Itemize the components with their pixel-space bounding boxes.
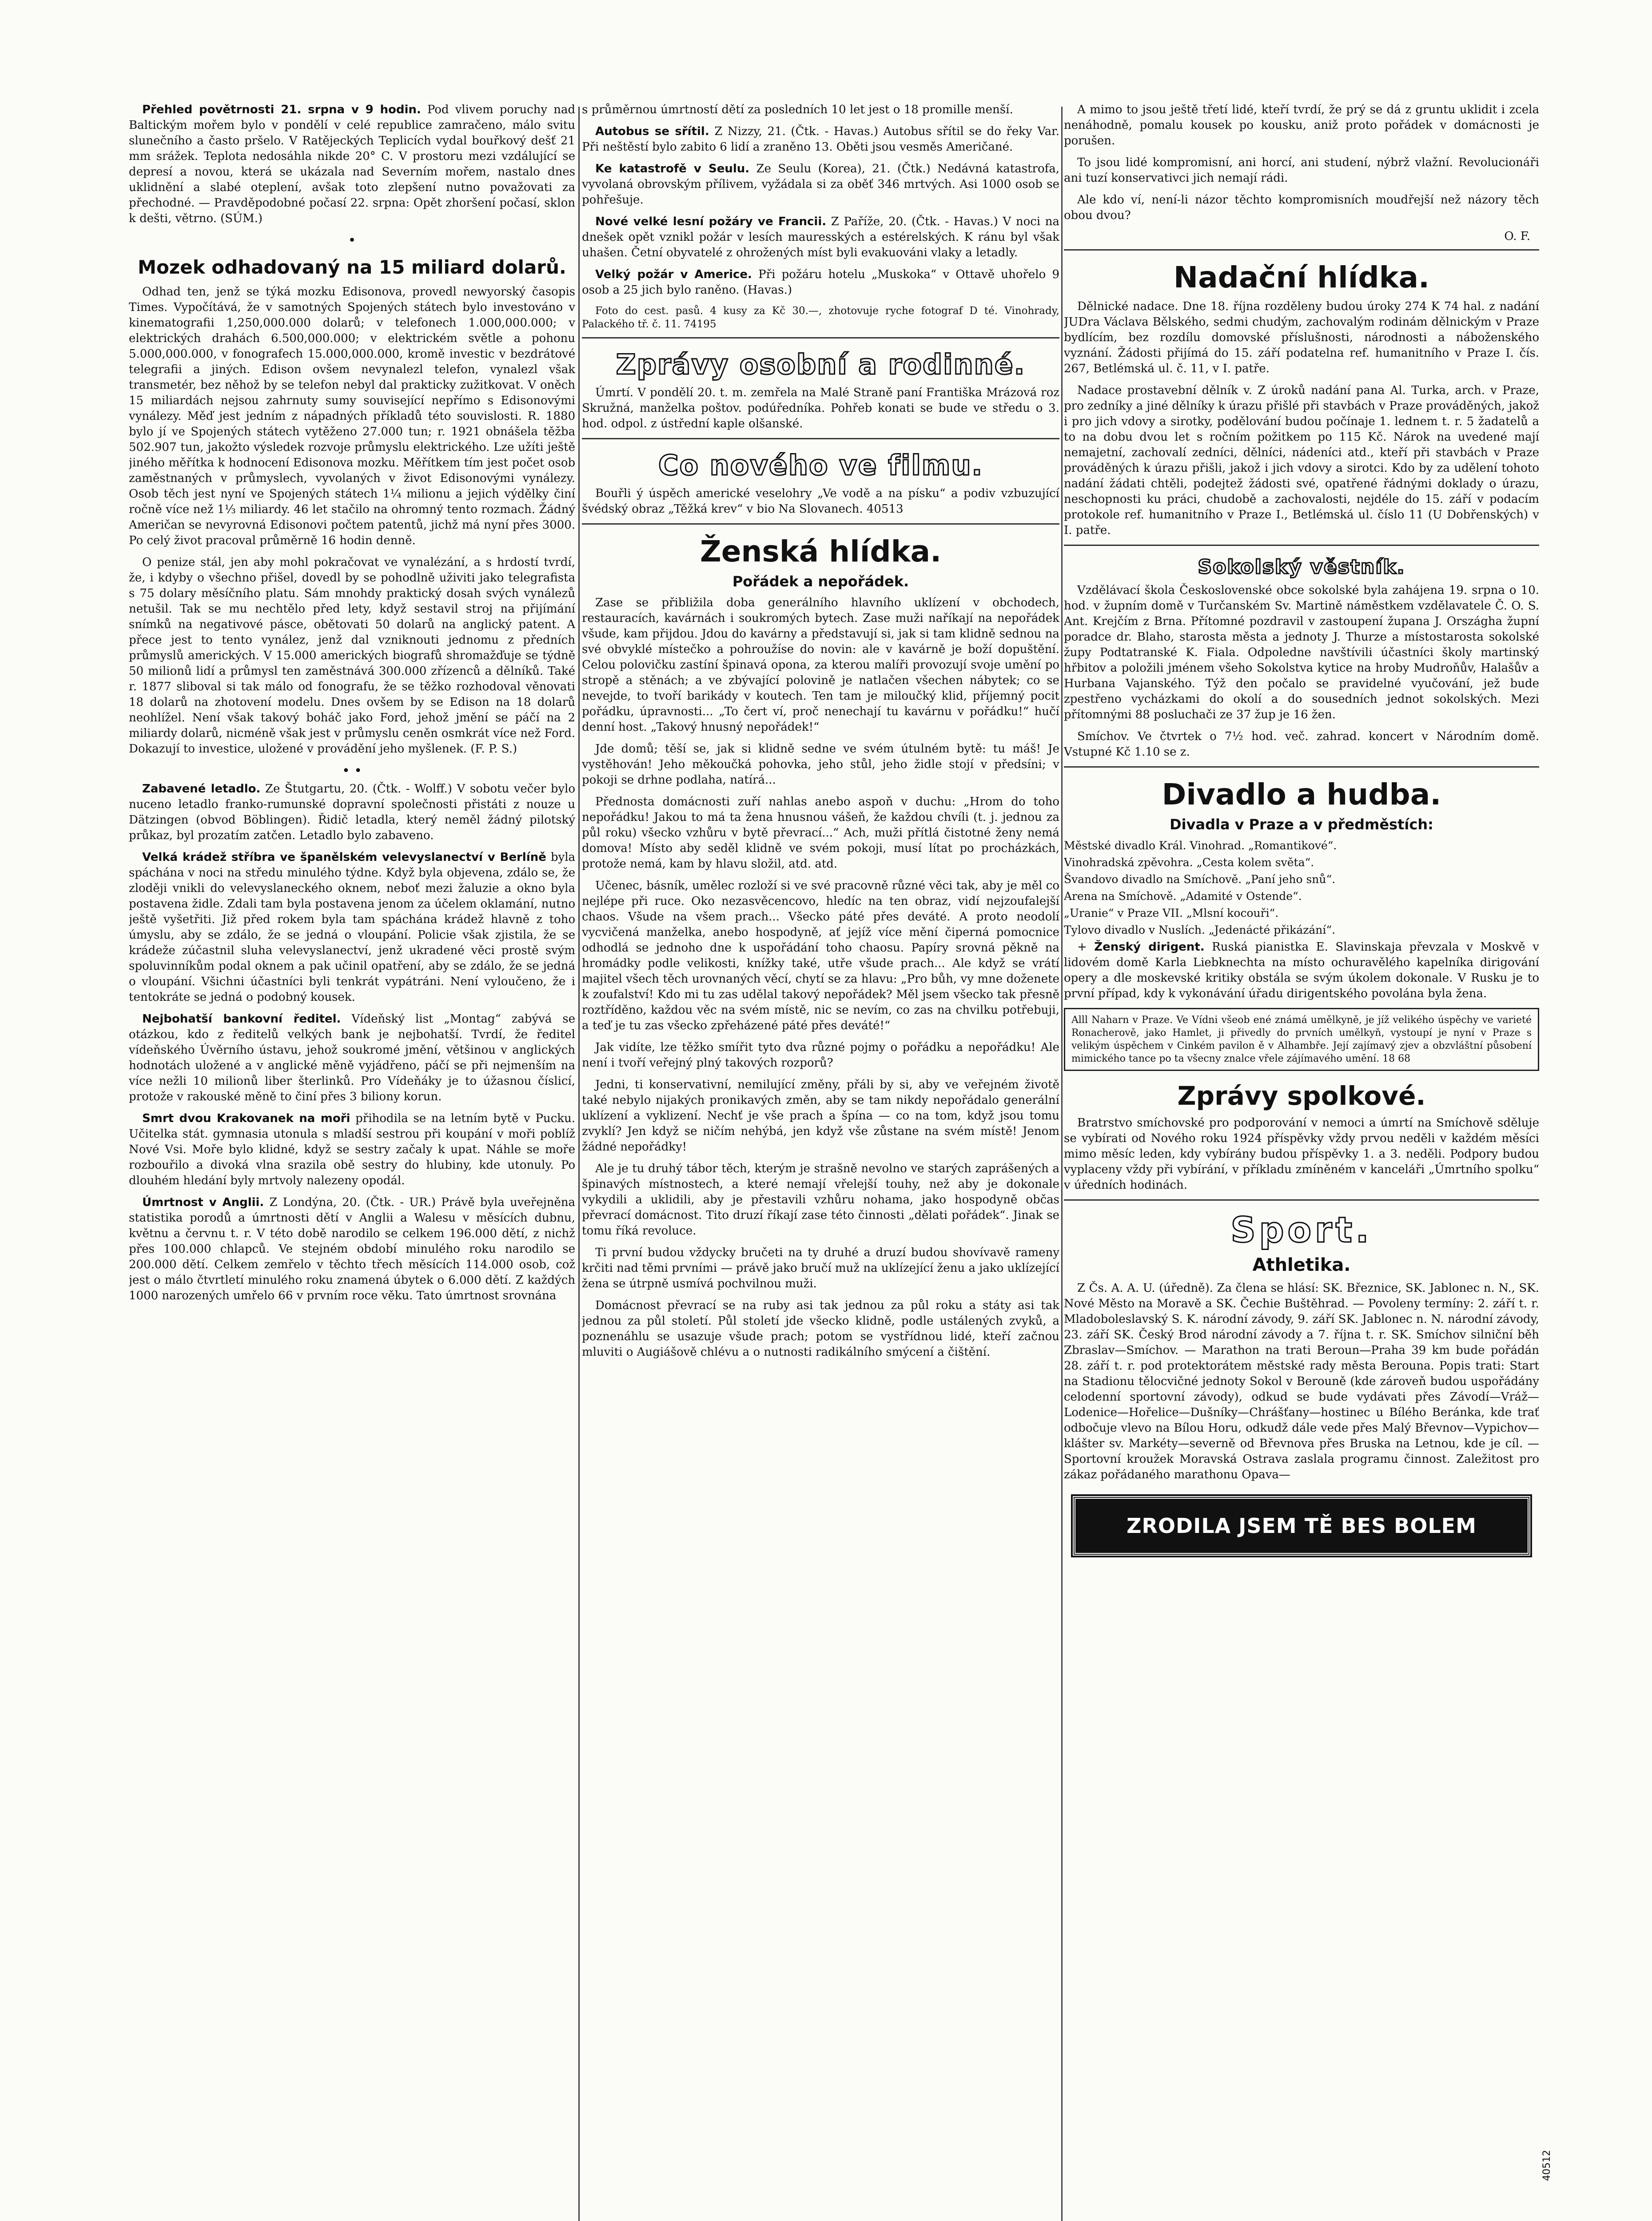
continued-text: To jsou lidé kompromisní, ani horcí, ani studení, nýbrž vlažní. Revolucionáři ani tuzí konservativci jich nemají rádi. <box>1064 156 1539 185</box>
news-item <box>582 161 1059 208</box>
foundations-paragraph: Dělnické nadace. Dne 18. října rozděleny budou úroky 274 K 74 hal. z nadání JUDra Václava Bělského, sedmi chudým, zachovalým rodinám dělnickým v Praze bydlícím, bez rozdílu domovské příslušnosti, národnosti a náboženského vyznání. Žádosti přijímá do 15. září podatelna ref. humanitního v Praze I. čís. 267, Betlémská ul. č. 11, v I. patře. <box>1064 300 1539 375</box>
column-rule-2 <box>1061 107 1063 2221</box>
news-text: Z Londýna, 20. (Čtk. - UR.) Právě byla uveřejněna statistika porodů a úmrtnosti dětí v Anglii a Walesu v měsících dubnu, květnu a červnu t. r. V této době narodilo se celkem 196.000 dětí, z nichž přes 100.000 chlapců. Ve stejném období minulého roku narodilo se 200.000 dětí. Celkem zemřelo v těchto třech měsících 114.000 osob, což jest o málo čtvrtletí minulého roku znamená úbytek o 6.000 dětí. Z každých 1000 narozených umřelo 66 v prvním roce věku. Tato úmrtnost srovnána <box>129 1196 575 1302</box>
film-news-code: 40513 <box>866 502 904 516</box>
womens-column-title: Ženská hlídka. <box>700 534 942 569</box>
film-news-title: Co nového ve filmu. <box>658 449 983 482</box>
personal-news-text: Úmrtí. V pondělí 20. t. m. zemřela na Malé Straně paní Františka Mrázová roz Skružná, manželka poštov. podúředníka. Pohřeb konati se bude ve středu o 3. hod. odpol. z ústřední kaple olšanské. <box>582 386 1059 430</box>
news-item <box>582 267 1059 298</box>
divider <box>582 337 1059 338</box>
photo-ad-code: 74195 <box>684 318 717 330</box>
news-title: Velká krádež stříbra ve španělském velevyslanectví v Berlíně <box>142 851 546 864</box>
news-text: Z Paříže, 20. (Čtk. - Havas.) V noci na dnešek opět vznikl požár v lesích mauresských a estérelských. K ránu byl však uhašen. Četní obyvatelé z ohrožených míst byli evakuováni vlaky a letadly. <box>582 215 1059 259</box>
sport-text: Z Čs. A. A. U. (úředně). Za člena se hlásí: SK. Březnice, SK. Jablonec n. N., SK. Nové Město na Moravě a SK. Čechie Buštěhrad. — Povoleny termíny: 2. září t. r. Mladoboleslavský S. K. národní závody, 9. září SK. Jablonec n. N. národní závody, 23. září SK. Český Brod národní závody a 7. října t. r. SK. Smíchov silniční běh Zbraslav—Smíchov. — Marathon na trati Beroun—Praha 39 km bude pořádán 28. září t. r. pod protektorátem městské rady města Berouna. Popis trati: Start na Stadionu tělocvičné jednoty Sokol v Berouně (kde zároveň budou uspořádány celodenní sportovní závody), odkud se bude vydávati přes Závodí—Vráž—Lodenice—Hořelice—Dušníky—Chrášťany—hostinec u Bílého Beránka, kde trať odbočuje vlevo na Bílou Horu, odkudž dále vede přes Malý Břevnov—Vypichov—klášter sv. Markéty—severně od Břevnova přes Bruska na Letnou, kde je cíl. — Sportovní kroužek Moravská Ostrava zaslala programu činnost. Zaležitost pro zákaz pořádaného marathonu Opava— <box>1064 1282 1539 1481</box>
column-2 <box>582 102 1059 2221</box>
societies-text: Bratrstvo smíchovské pro podporování v nemoci a úmrtí na Smíchově sděluje se vybírati od Nového roku 1924 příspěvky vždy prvou neděli v každém měsíci mimo měsíc leden, kdy vybírány budou příspěvky 1. a 3. neděli. Podpory budou vyplaceny vždy při vybírání, v příkladu zmíněném v kanceláři „Úmrtního spolku“ v úředních hodinách. <box>1064 1116 1539 1192</box>
film-news <box>582 486 1059 517</box>
news-item <box>129 781 575 844</box>
news-text: přihodila se na letním bytě v Pucku. Učitelka stát. gymnasia utonula s mladší sestrou při koupání v moři poblíž Nové Vsi. Moře bylo klidné, když se sestry začaly k upat. Náhle se moře rozbouřilo a divoká vlna srazila obě sestry do hlubiny, kde utonuly. Po dlouhém hledání byly mrtvoly nalezeny opodál. <box>129 1112 575 1187</box>
news-text: Ze Seulu (Korea), 21. (Čtk.) Nedávná katastrofa, vyvolaná obrovským přílivem, vyžádala si za oběť 346 mrtvých. Asi 1000 osob se pohřešuje. <box>582 162 1059 207</box>
column-rule-1 <box>578 107 580 2221</box>
sokol-title: Sokolský věstník. <box>1198 556 1405 578</box>
foundations-paragraph: Nadace prostavební dělník v. Z úroků nadání pana Al. Turka, arch. v Praze, pro zedníky a jiné dělníky k úrazu přišlé při stavbách v Praze prováděných, jakož i pro jich vdovy a sirotky, podělování budou počínaje 1. lednem t. r. 5 žadatelů a to na dobu dvou let s ročním požitkem po 115 Kč. Nárok na uvedené mají nemajetní, zachovalí zedníci, dělníci, nádeníci atd., kteří při stavbách v Praze prováděných k úrazu přišli, jakož i jich vdovy a sirotci. Kdo by za udělení tohoto nadání žádati chtěli, podejtež žádosti své, opatřené řádnými doklady o úrazu, neschopnosti ku práci, chudobě a zachovalosti, nejdéle do 15. září v podacím protokole ref. humanitního v Praze I., Betlémská ul. číslo 11 (U Dobřenských) v I. patře. <box>1064 384 1539 537</box>
news-item <box>129 1111 575 1189</box>
societies-title: Zprávy spolkové. <box>1177 1081 1426 1111</box>
theatre-listing: „Uranie“ v Praze VII. „Mlsní kocouři“. <box>1064 907 1279 919</box>
news-title: Velký požár v Americe. <box>595 268 752 281</box>
foundations-title: Nadační hlídka. <box>1173 260 1430 295</box>
news-item <box>582 124 1059 155</box>
side-code: 40512 <box>1541 2150 1552 2181</box>
theatre-listing: Tylovo divadlo v Nuslích. „Jedenácté přikázání“. <box>1064 923 1336 936</box>
divider <box>582 438 1059 439</box>
continued-text: A mimo to jsou ještě třetí lidé, kteří tvrdí, že prý se dá z gruntu uklidit i zcela nenáhodně, pomalu kousek po kousku, aniž proto pořádek v domácnosti je porušen. <box>1064 103 1539 147</box>
weather-title: Přehled povětrnosti 21. srpna v 9 hodin. <box>142 103 421 116</box>
news-title: Nové velké lesní požáry ve Francii. <box>595 215 827 228</box>
womens-paragraph: Domácnost převrací se na ruby asi tak jednou za půl roku a státy asi tak jednou za půl století. Půl století jde všecko klidně, podle ustálených zvyků, a poznenáhlu se usazuje všude prach; potom se vystřídnou lidé, kteří začnou mluviti o Augiášově chlévu a o nutnosti radikálního smýcení a čištění. <box>582 1299 1059 1359</box>
news-text: Ze Štutgartu, 20. (Čtk. - Wolff.) V sobotu večer bylo nuceno letadlo franko-rumunské dopravní společnosti přistáti z nouze u Dätzingen (obvod Böblingen). Řidič letadla, který neměl žádný pilotský průkaz, byl prozatím zatčen. Letadlo bylo zabaveno. <box>129 782 575 842</box>
news-text: Z Nizzy, 21. (Čtk. - Havas.) Autobus sřítil se do řeky Var. Při neštěstí bylo zabito 6 lidí a zraněno 13. Oběti jsou vesměs Američané. <box>582 125 1059 154</box>
womens-paragraph: Ti první budou vždycky bručeti na ty druhé a druzí budou shovívavě rameny krčiti nad těmi prvními — právě jako bručí muž na uklízející ženu a jako uklízející žena se útrpně usmívá pochvilnou muži. <box>582 1246 1059 1290</box>
womens-paragraph: Ale je tu druhý tábor těch, kterým je strašně nevolno ve starých zaprášených a špinavých místnostech, a které nemají vřelejší touhy, než aby je dokonale vykydili a uklidili, aby je přestavili vzhůru nohama, jako hospodyně občas převrací domácnost. Tito druzí říkají zase této činnosti „dělati pořádek“. Jinak se tomu říká revoluce. <box>582 1162 1059 1238</box>
womens-paragraph: Jedni, ti konservativní, nemilující změny, přáli by si, aby ve veřejném životě také nebylo nijakých pronikavých změn, aby se tam nikdy nepořádalo generální uklízení a vyklizení. Nechť je vše prach a špína — co na tom, když jsou tomu zvyklí? Jen když se ničím nehýbá, jen když vše zůstane na svém místě! Jenom žádné nepořádky! <box>582 1078 1059 1154</box>
film-ad-banner: ZRODILA JSEM TĚ BES BOLEM <box>1073 1496 1530 1556</box>
womens-paragraph: Jde domů; těší se, jak si klidně sedne ve svém útulném bytě: tu máš! Je vystěhován! Jeho měkoučká pohovka, jeho stůl, jeho židle stojí v předsíni; v pokoji se drhne podlaha, natírá... <box>582 742 1059 787</box>
divider <box>1064 1199 1539 1201</box>
separator: • <box>348 233 356 248</box>
continued-text: Ale kdo ví, není-li názor těchto kompromisních moudřejší než názory těch obou dvou? <box>1064 193 1539 222</box>
sokol-note: Smíchov. Ve čtvrtek o 7½ hod. več. zahrad. koncert v Národním domě. Vstupné Kč 1.10 se z. <box>1064 730 1539 759</box>
conductor-text: Ruská pianistka E. Slavinskaja převzala v Moskvě v lidovém domě Karla Liebknechta na místo ochuravělého kapelníka dirigování opery a dle moskevské kritiky obstála se svým úkolem dokonale. V Rusku je to první případ, kdy k vykonávání úřadu dirigentského povolána byla žena. <box>1064 940 1539 1000</box>
womens-paragraph: Jak vidíte, lze těžko smířit tyto dva různé pojmy o pořádku a nepořádku! Ale není i tvoří veřejný plný takových rozporů? <box>582 1041 1059 1070</box>
news-item <box>129 1195 575 1304</box>
sport-title: Sport. <box>1230 1210 1373 1250</box>
alhambra-ad-body: Alll Naharn v Praze. Ve Vídni všeob ené známá umělkyně, je jíž velikého úspěchy ve varieté Ronacherově, jako Hamlet, ji přivedly do prvních umělkyň, vystoupí je nyní v Praze s velikým úspěchem v Cinkém pavilon ě v Alhambře. Její zajímavý zjev a obzvláštní působení mimického tance po ta všecny znalce vřele zájímavého umění. <box>1071 1015 1532 1064</box>
womens-paragraph: Učenec, básník, umělec rozloží si ve své pracovně různé věci tak, aby je měl co nejlépe při ruce. Oko nezasvěcencovo, hledíc na ten obraz, vidí nejzoufalejší chaos. Všude na všem prach... Všecko páté přes deváté. A proto neodolí vycvičená manželka, anebo hospodyně, ať jejíž více mění čiperná pomocnice odhodlá se jednoho dne k uspořádání toho chaosu. Papíry srovná pěkně na hromádky podle velikosti, knížky také, utře všude prach... Ale když se vrátí majitel všech těch urovnaných věcí, chytí se za hlavu: „Pro bůh, vy mne doženete k zoufalství! Kdo mi tu zas udělal takový nepořádek? Měl jsem všecko tak přesně roztříděno, každou věc na svém místě, nic se nevím, co zas na chvilku potřebuji, a teď je tu zas všecko zpřeházené páté přes deváté!“ <box>582 879 1059 1032</box>
column-3 <box>1064 102 1539 2190</box>
conductor-news: + Ženský dirigent. Ruská pianistka E. Slavinskaja převzala v Moskvě v lidovém domě Karla Liebknechta na místo ochuravělého kapelníka dirigování opery a dle moskevské kritiky obstála se svým úkolem dokonale. V Rusku je to první případ, kdy k vykonávání úřadu dirigentského povolána byla žena. <box>1064 940 1539 1000</box>
theatre-listing: Městské divadlo Král. Vinohrad. „Romantikové“. <box>1064 839 1337 852</box>
separator: • • <box>342 763 362 779</box>
divider <box>1064 766 1539 768</box>
news-item <box>582 214 1059 261</box>
alhambra-ad-code: 18 68 <box>1382 1053 1411 1064</box>
news-title: Nejbohatší bankovní ředitel. <box>142 1012 341 1026</box>
news-title: Smrt dvou Krakovanek na moři <box>142 1112 350 1125</box>
sport-subtitle: Athletika. <box>1252 1255 1351 1275</box>
brain-title: Mozek odhadovaný na 15 miliard dolarů. <box>138 256 566 278</box>
conductor-title: Ženský dirigent. <box>1094 940 1205 954</box>
news-title: Autobus se sřítil. <box>595 125 709 138</box>
womens-paragraph: Přednosta domácnosti zuří nahlas anebo aspoň v duchu: „Hrom do toho nepořádku! Jakou to má ta žena hnusnou vášeň, že každou chvíli (t. j. jednou za půl roku) všecko vzhůru v bytě převrací...“ Ach, muži přítlá čistotné ženy nemá domova! Místo aby seděl klidně ve svém pokoji, musí lítat po procházkách, protože nemá, kam by hlavu složil, atd. atd. <box>582 795 1059 871</box>
theatre-listing: Vinohradská zpěvohra. „Cesta kolem světa“. <box>1064 856 1314 869</box>
theatre-title: Divadlo a hudba. <box>1162 777 1441 812</box>
alhambra-ad <box>1064 1008 1539 1071</box>
photo-ad <box>582 304 1059 331</box>
divider <box>1064 545 1539 546</box>
author-signature: O. F. <box>1504 230 1530 243</box>
theatre-listing: Švandovo divadlo na Smíchově. „Paní jeho snů“. <box>1064 873 1336 886</box>
womens-paragraph: Zase se přibližila doba generálního hlavního uklízení v obchodech, restauracích, kavárnách i soukromých bytech. Zase muži naříkají na nepořádek všude, kam přijdou. Jdou do kavárny a představují si, jak si tam klidně sednou na své obvyklé místečko a pohroužíse do novin: ale v kavárně je boží dopuštění. Celou polovičku zastíní špinavá opona, za kterou malíři provozují svoje umění po stropě a stěnách; a ve zbývající polovině je natlačen všechen nábytek; co se nevejde, to tvoří barikády v koutech. Ten tam je miloučký klid, příjemný pocit pořádku, úpravnosti... „To čert ví, proč nenechají tu kavárnu v pořádku!“ hučí denní host. „Takový hnusný nepořádek!“ <box>582 596 1059 734</box>
personal-news-title: Zprávy osobní a rodinné. <box>616 348 1026 381</box>
alhambra-ad-text <box>1071 1014 1532 1065</box>
news-item <box>129 1011 575 1105</box>
brain-paragraph: O penize stál, jen aby mohl pokračovat ve vynalézání, a s hrdostí tvrdí, že, i kdyby o všechno přišel, dovedl by se pohodlně uživiti jako telegrafista s 75 dolary měsíčního platu. Sám mnohdy praktický dosah svých vynálezů netušil. Tak se mu nechtělo před lety, když sestavil stroj na přijímání snímků na negativové pásce, obětovati 50 dolarů na anglický patent. A přece jest to tento vynález, jenž dal vzniknouti jednomu z předních průmyslů amerických. V 15.000 amerických biografů shromažďuje se týdně 50 milionů lidí a průmysl ten zaměstnává 300.000 zřízenců a dělníků. Také r. 1877 sliboval si tak málo od fonografu, že se těžko rozhodoval věnovati 18 dolarů na zhotovení modelu. Dnes ovšem by se Edison na 18 dolarů neohlížel. Není však takový boháč jako Ford, jehož jmění se páčí na 2 miliardy dolarů, nicméně však jest v průmyslu ceněn osmkrát více než Ford. Dokazují to investice, uložené v provádění jeho myšlenek. (F. P. S.) <box>129 556 575 756</box>
weather-text: Pod vlivem poruchy nad Baltickým mořem bylo v pondělí v celé republice zamračeno, málo svitu slunečního a často pršelo. V Ratějeckých Teplicích vydal bouřkový dešť 21 mm srážek. Teplota nedosáhla nikde 20° C. V prostoru mezi vzdálující se depresí a novou, která se ukázala nad Severním mořem, nastalo dnes uklidnění a slabé oteplení, avšak toto zlepšení nutno považovati za přechodné. — Pravděpodobné počasí 22. srpna: Opět zhoršení počasí, sklon k dešti, větrno. (SÚM.) <box>129 103 575 225</box>
news-title: Zabavené letadlo. <box>142 782 261 796</box>
womens-column-subtitle: Pořádek a nepořádek. <box>732 573 909 590</box>
brain-paragraph: Odhad ten, jenž se týká mozku Edisonova, provedl newyorský časopis Times. Vypočítává, že v samotných Spojených státech bylo investováno v kinematografii 1,250,000.000 dolarů; v telefonech 1.000,000.000; v elektrických drahách 6.500,000.000; v elektrickém světle a pohonu 5.000,000.000, v fonografech 15.000,000.000, kromě investic v bezdrátové telegrafii a jiných. Edison ovšem nevynalezl telefon, vynalezl však transmetér, bez něhož by se telefon nebyl dal prakticky zužitkovat. V oněch 15 miliardách nejsou zahrnuty sumy související nepřímo s Edisonovými vynálezy. Měď jest jedním z nápadných příkladů této souvislosti. R. 1880 bylo jí ve Spojených státech vytěženo 27.000 tun; r. 1921 obnášela těžba 502.907 tun, jakožto výsledek rozvoje průmyslu elektrického. Lze užíti ještě jiného měřítka k hodnocení Edisonova mozku. Měřítkem tím jest počet osob zaměstnaných v průmyslech, vyvolaných v život Edisonovými vynálezy. Osob těch jest nyní ve Spojených státech 1¼ milionu a jejich výdělky činí ročně více než 1⅓ miliardy. 46 let stačilo na ohromný tento rozmach. Žádný Američan se nevyrovná Edisonovi počtem patentů, jichž má nyní přes 3000. Po celý život pracoval průměrně 16 hodin denně. <box>129 285 575 547</box>
divider <box>582 523 1059 525</box>
news-title: Úmrtnost v Anglii. <box>142 1196 264 1209</box>
theatre-listing: Arena na Smíchově. „Adamité v Ostende“. <box>1064 890 1302 903</box>
theatre-subtitle: Divadla v Praze a v předměstích: <box>1170 816 1433 833</box>
column-1 <box>129 102 575 2221</box>
continued-text: s průměrnou úmrtností dětí za posledních 10 let jest o 18 promille menší. <box>582 103 1013 116</box>
photo-ad-text: Foto do cest. pasů. 4 kusy za Kč 30.—, zhotovuje ryche fotograf D té. Vinohrady, Palackého tř. č. 11. <box>582 305 1059 330</box>
divider <box>1064 249 1539 251</box>
weather-report <box>129 102 575 227</box>
news-text: byla spáchána v noci na středu minulého týdne. Když byla objevena, zdálo se, že zloději vnikli do velevyslaneckého oknem, neboť mezi žaluzie a okno byla postavena židle. Zdali tam byla postavena jenom za účelem oklamání, nutno ještě vyšetřiti. Již před rokem byla tam spáchána krádež hlavně z toho úmyslu, aby se zdálo, že se jedná o vloupání. Policie však zjistila, že se krádeže zúčastnil sluha velevyslanectví, jenž ukradené věci prostě svým spoluvinníkům podal oknem a pak učinil opatření, aby se zdálo, že se jedná o vloupání. Všichni účastníci byli tenkrát vypátráni. Není vyloučeno, že i tentokráte se jedná o podobný kousek. <box>129 851 575 1004</box>
news-title: Ke katastrofě v Seulu. <box>595 162 750 175</box>
sokol-text: Vzdělávací škola Československé obce sokolské byla zahájena 19. srpna o 10. hod. v župním domě v Turčanském Sv. Martině náměstkem vzdělavatele Č. O. S. Ant. Krejčím z Brna. Přítomné pozdravil v zastoupení župana J. Országha župní poradce dr. Blaho, starosta města a jednoty J. Thurze a místostarosta sokolské župy Podtatranské K. Fiala. Odpoledne navštívili účastníci školy martinský hřbitov a položili jménem všeho Sokolstva kytice na hroby Mudroňův, Halašův a Hurbana Vajanského. Týž den počalo se pravidelné vyučování, jež bude zpestřeno vycházkami do okolí a do sousedních jednot sokolských. Mezi přítomnými 88 posluchači ze 37 žup je 16 žen. <box>1064 584 1539 721</box>
film-news-text: Bouřli ý úspěch americké veselohry „Ve vodě a na písku“ a podiv vzbuzující švédský obraz „Těžká krev“ v bio Na Slovanech. <box>582 487 1059 516</box>
news-item <box>129 850 575 1005</box>
news-text: Vídeňský list „Montag“ zabývá se otázkou, kdo z ředitelů velkých bank je nejbohatší. Tvrdí, že ředitel vídeňského Úvěrního ústavu, jehož soukromé jmění, většinou v anglických hodnotách uložené a v anglické měně vyjádřeno, páčí se při nejmenším na více nežli 10 milionů liber šterlinků. Pro Vídeňáky je to úžasnou číslicí, protože v rakouské měně to činí přes 3 biliony korun. <box>129 1012 575 1103</box>
news-text: Při požáru hotelu „Muskoka“ v Ottavě uhořelo 9 osob a 25 jich bylo raněno. (Havas.) <box>582 268 1059 297</box>
